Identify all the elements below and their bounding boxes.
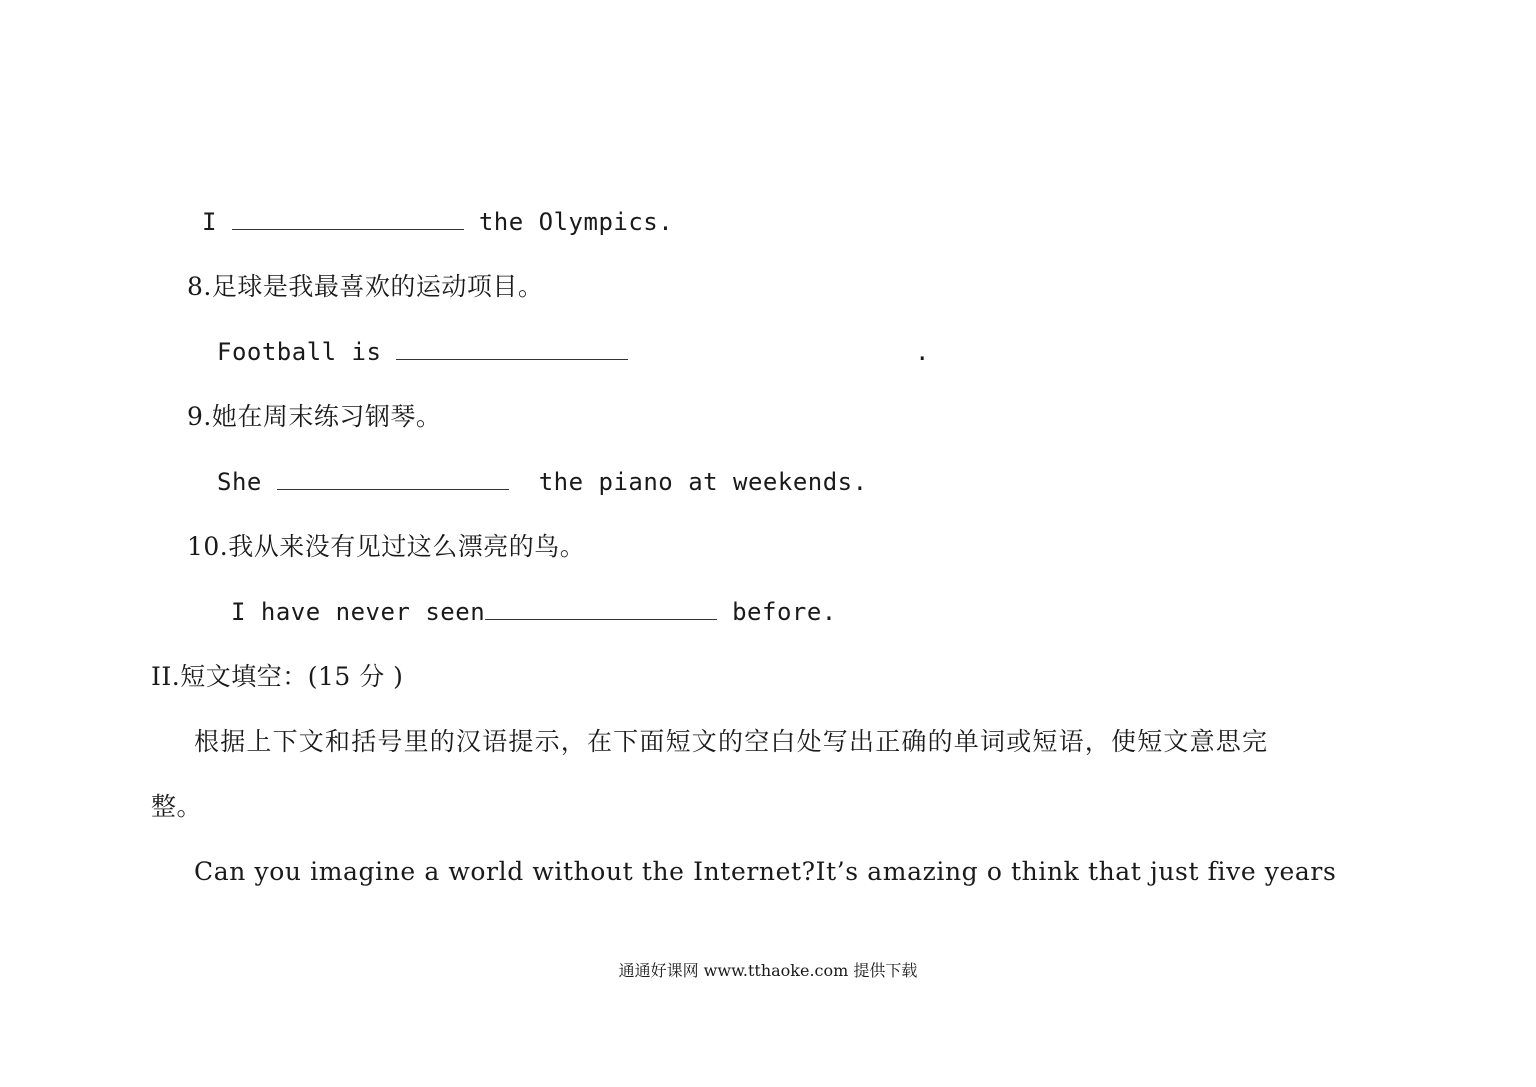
q9-answer-blank[interactable] — [277, 467, 509, 490]
q10-answer-prefix: I have never seen — [231, 598, 486, 626]
q10-prompt: 10.我从来没有见过这么漂亮的鸟。 — [187, 532, 586, 561]
q9-answer-prefix: She — [217, 468, 277, 496]
q8-prompt: 8.足球是我最喜欢的运动项目。 — [187, 272, 544, 301]
q9-answer-suffix: the piano at weekends. — [508, 468, 868, 496]
section2-instruction-line1: 根据上下文和括号里的汉语提示，在下面短文的空白处写出正确的单词或短语，使短文意思完 — [194, 727, 1269, 756]
section2-heading: II.短文填空：(15 分 ) — [151, 662, 404, 691]
passage-line: Can you imagine a world without the Internet?It’s amazing o think that just five years — [194, 857, 1337, 886]
q8-answer-blank[interactable] — [396, 337, 628, 360]
q7-answer-blank[interactable] — [232, 207, 464, 230]
section2-instruction-line2: 整。 — [151, 792, 203, 821]
page-footer: 通通好课网 www.tthaoke.com 提供下载 — [618, 961, 918, 980]
q8-answer-prefix: Football is — [217, 338, 397, 366]
q8-answer-period: . — [915, 338, 930, 366]
q9-prompt: 9.她在周末练习钢琴。 — [187, 402, 442, 431]
q7-answer-line — [202, 206, 673, 238]
q9-answer-line — [217, 466, 868, 498]
q10-answer-blank[interactable] — [485, 597, 717, 620]
q8-answer-line — [217, 336, 628, 368]
q7-answer-prefix: I — [202, 208, 232, 236]
q10-answer-suffix: before. — [717, 598, 837, 626]
q10-answer-line — [231, 596, 837, 628]
q7-answer-suffix: the Olympics. — [463, 208, 674, 236]
